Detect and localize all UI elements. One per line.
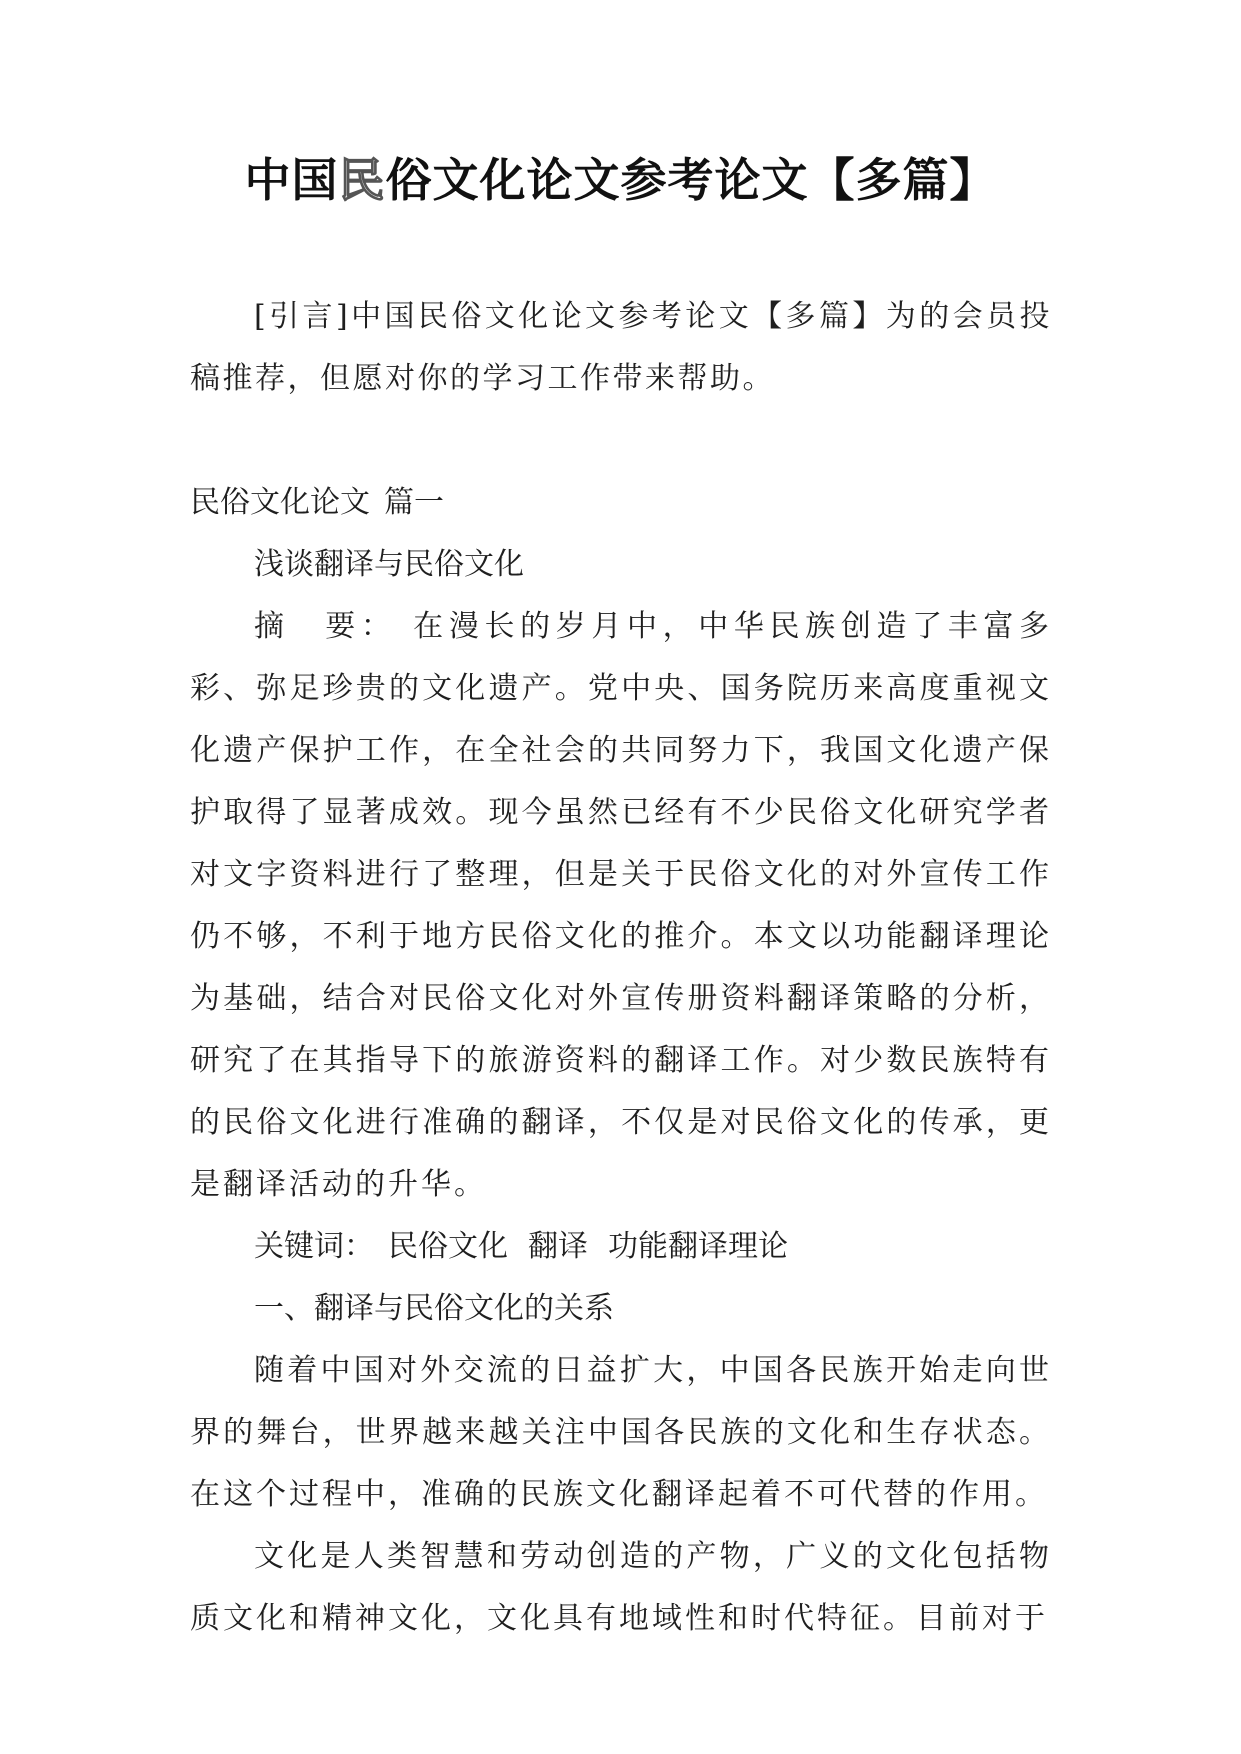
section-label: 民俗文化论文 [190,485,370,520]
body-paragraph-2: 文化是人类智慧和劳动创造的产物，广义的文化包括物质文化和精神文化，文化具有地域性和时代特征。目前对于 [190,1539,1052,1636]
document-body [190,286,1052,1650]
section-heading-1: 一、翻译与民俗文化的关系 [254,1291,614,1326]
intro-paragraph: [引言]中国民俗文化论文参考论文【多篇】为的会员投稿推荐，但愿对你的学习工作带来帮助。 [190,299,1052,396]
abstract-text: 在漫长的岁月中，中华民族创造了丰富多彩、弥足珍贵的文化遗产。党中央、国务院历来高度重视文化遗产保护工作，在全社会的共同努力下，我国文化遗产保护取得了显著成效。现今虽然已经有不少民俗文化研究学者对文字资料进行了整理，但是关于民俗文化的对外宣传工作仍不够，不利于地方民俗文化的推介。本文以功能翻译理论为基础，结合对民俗文化对外宣传册资料翻译策略的分析，研究了在其指导下的旅游资料的翻译工作。对少数民族特有的民俗文化进行准确的翻译，不仅是对民俗文化的传承，更是翻译活动的升华。 [190,609,1053,1202]
section-part: 篇一 [384,485,444,520]
body-paragraph-1: 随着中国对外交流的日益扩大，中国各民族开始走向世界的舞台，世界越来越关注中国各民族的文化和生存状态。在这个过程中，准确的民族文化翻译起着不可代替的作用。 [190,1353,1052,1512]
keyword-3: 功能翻译理论 [608,1229,788,1264]
title-text-start: 中国 [244,153,339,207]
article-title: 浅谈翻译与民俗文化 [254,547,524,582]
abstract-paragraph [190,596,1052,1216]
document-title [0,150,1241,210]
abstract-label: 摘 要： [254,609,397,644]
keywords-label: 关键词： [254,1229,374,1264]
title-text-end: 俗文化论文参考论文【多篇】 [385,153,997,207]
section-heading [190,472,1052,534]
keyword-2: 翻译 [528,1229,588,1264]
keywords-line [190,1216,1052,1278]
title-watermark-character: 民 [338,153,386,207]
keyword-1: 民俗文化 [388,1229,508,1264]
